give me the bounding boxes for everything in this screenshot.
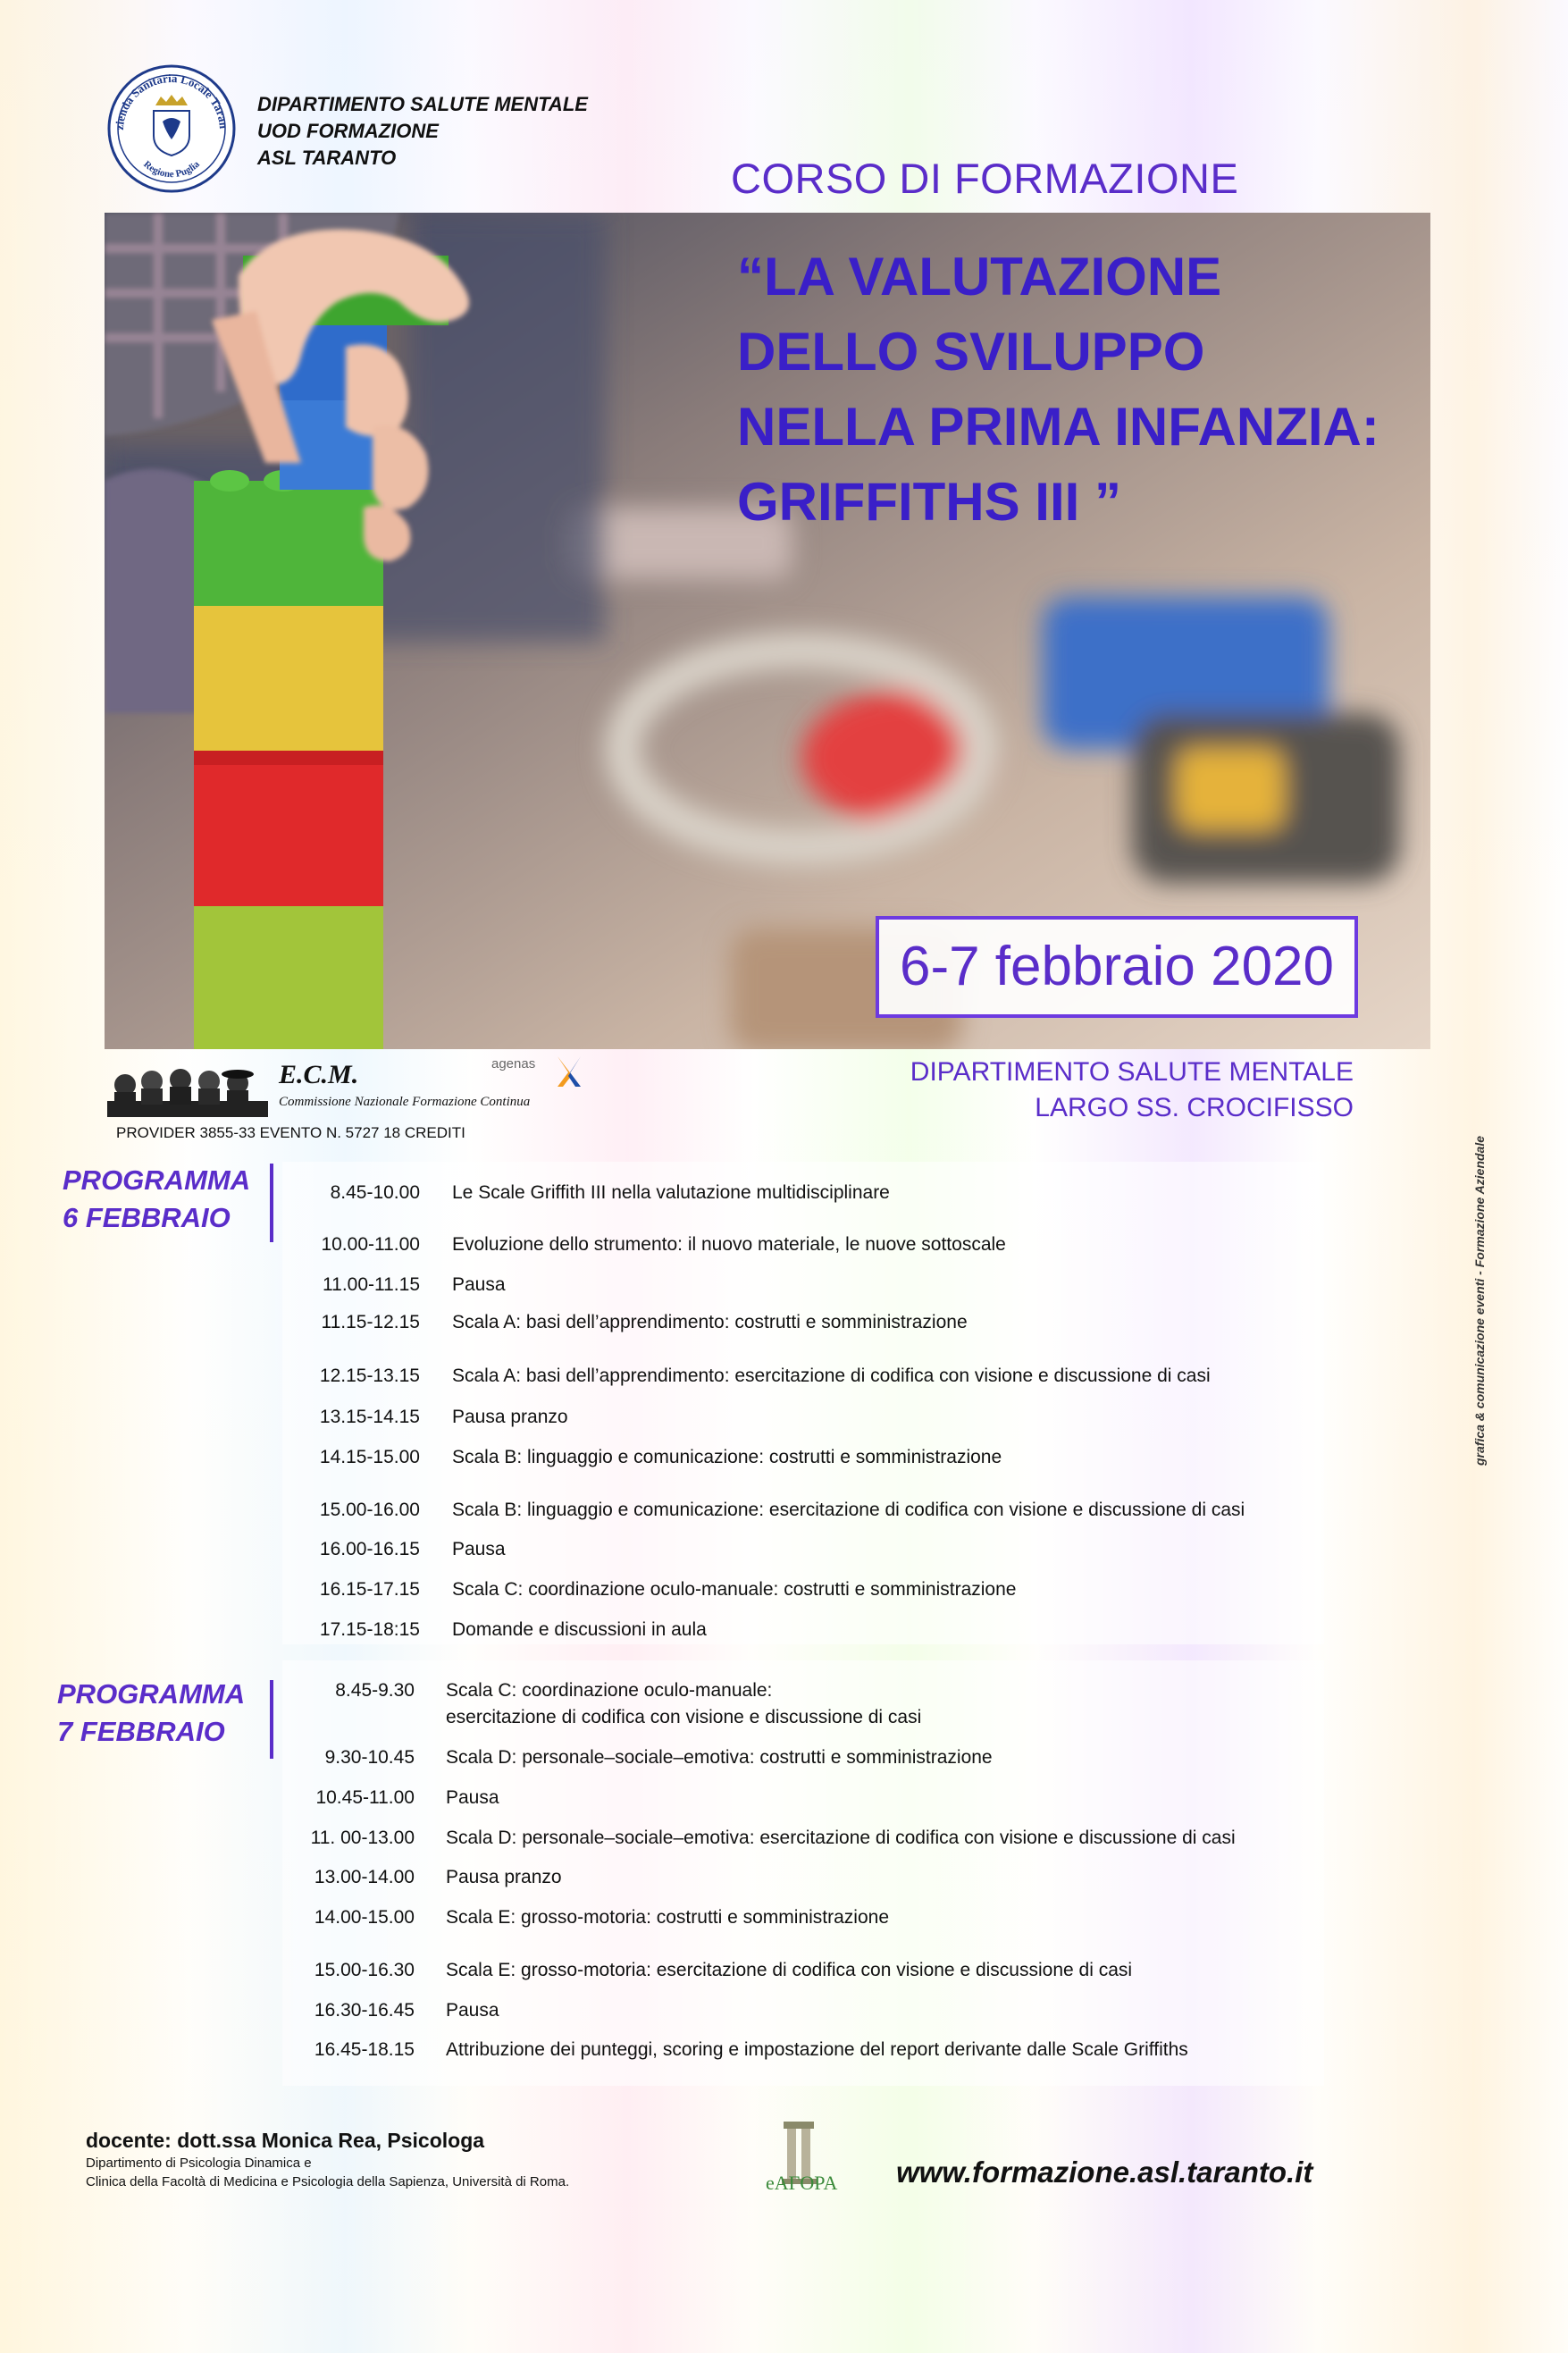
program-time: 17.15-18:15 [319,1619,420,1640]
program-text: Attribuzione dei punteggi, scoring e impostazione del report derivante dalle Scale Griffiths [446,2039,1188,2060]
program-text: Scala E: grosso-motoria: costrutti e somministrazione [446,1907,890,1928]
program-time: 10.00-11.00 [321,1234,420,1255]
program-time: 13.15-14.15 [319,1407,420,1427]
program-text: Scala B: linguaggio e comunicazione: esercitazione di codifica con visione e discussione di casi [452,1500,1245,1520]
course-date: 6-7 febbraio 2020 [876,916,1358,1018]
program-time: 11.15-12.15 [321,1312,420,1332]
logo-text-bottom: Regione Puglia [141,158,202,181]
program-text: Pausa pranzo [446,1867,562,1887]
program-text: Scala D: personale–sociale–emotiva: costrutti e somministrazione [446,1747,993,1768]
program-day2-label-line2: 7 FEBBRAIO [57,1716,225,1747]
program-text: Scala A: basi dell’apprendimento: costrutti e somministrazione [452,1312,968,1332]
program-time: 8.45-10.00 [330,1182,420,1203]
course-title [737,240,1379,540]
ecm-title: E.C.M. [279,1060,359,1089]
program-time: 16.30-16.45 [314,2000,415,2021]
asl-logo [105,63,238,195]
agenas-icon [554,1055,584,1088]
program-text: Pausa pranzo [452,1407,568,1427]
graphic-credit: grafica & comunicazione eventi - Formazione Aziendale [1472,1135,1487,1466]
title-line-3: NELLA PRIMA INFANZIA: [737,397,1379,457]
program-text: Domande e discussioni in aula [452,1619,707,1640]
program-text: Scala B: linguaggio e comunicazione: costrutti e somministrazione [452,1447,1002,1467]
program-time: 9.30-10.45 [324,1747,415,1768]
ecm-subtitle: Commissione Nazionale Formazione Continua [279,1095,531,1109]
title-line-4: GRIFFITHS III ” [737,472,1121,532]
program-time: 10.45-11.00 [315,1787,415,1808]
venue [893,1055,1354,1126]
program-text: Evoluzione dello strumento: il nuovo materiale, le nuove sottoscale [452,1234,1006,1255]
program-day2-label [57,1676,245,1751]
program-text: Scala A: basi dell’apprendimento: esercitazione di codifica con visione e discussione di casi [452,1366,1211,1386]
dept-line-3: ASL TARANTO [257,147,397,169]
affiliation-line-2: Clinica della Facoltà di Medicina e Psicologia della Sapienza, Università di Roma. [86,2174,570,2189]
logo-text-top: zienda Sanitaria Locale Taran [112,71,231,130]
program-time: 14.00-15.00 [314,1907,415,1928]
program-time: 15.00-16.00 [319,1500,420,1520]
program-text: Scala C: coordinazione oculo-manuale: costrutti e somministrazione [452,1579,1017,1600]
program-day1-label [63,1162,250,1237]
program-time: 16.00-16.15 [319,1539,420,1559]
provider-info: PROVIDER 3855-33 EVENTO N. 5727 18 CREDITI [116,1124,465,1141]
website-link[interactable]: www.formazione.asl.taranto.it [896,2156,1313,2189]
program-text: Pausa [452,1539,506,1559]
venue-line-1: DIPARTIMENTO SALUTE MENTALE [910,1057,1354,1087]
program-text: Scala C: coordinazione oculo-manuale: [446,1680,773,1701]
teacher-affiliation [86,2154,569,2191]
program-text: esercitazione di codifica con visione e discussione di casi [446,1707,922,1727]
program-time: 14.15-15.00 [319,1447,420,1467]
program-time: 16.15-17.15 [319,1579,420,1600]
program-time: 13.00-14.00 [314,1867,415,1887]
teacher-name: docente: dott.ssa Monica Rea, Psicologa [86,2129,485,2152]
program-time: 15.00-16.30 [314,1960,415,1980]
eagora-text: eΑΓΟΡΑ [766,2172,838,2194]
eagora-logo [764,2118,889,2194]
department-header [257,91,588,172]
program-text: Pausa [446,2000,499,2021]
program-text: Scala E: grosso-motoria: esercitazione di codifica con visione e discussione di casi [446,1960,1133,1980]
program-time: 8.45-9.30 [335,1680,415,1701]
agenas-label: agenas [491,1056,536,1071]
title-line-1: “LA VALUTAZIONE [737,247,1222,307]
program-day2-label-line1: PROGRAMMA [57,1678,246,1710]
dept-line-1: DIPARTIMENTO SALUTE MENTALE [257,93,588,115]
program-time: 11.00-11.15 [323,1274,420,1295]
program-text: Pausa [446,1787,499,1808]
ecm-logo-image [107,1062,268,1117]
affiliation-line-1: Dipartimento di Psicologia Dinamica e [86,2156,312,2171]
venue-line-2: LARGO SS. CROCIFISSO [1035,1093,1354,1122]
title-line-2: DELLO SVILUPPO [737,322,1205,382]
program-time: 11. 00-13.00 [310,1828,415,1848]
program-day1-label-line2: 6 FEBBRAIO [63,1202,231,1233]
course-label: CORSO DI FORMAZIONE [731,155,1239,202]
program-text: Le Scale Griffith III nella valutazione multidisciplinare [452,1182,890,1203]
program-time: 12.15-13.15 [319,1366,420,1386]
program-text: Scala D: personale–sociale–emotiva: esercitazione di codifica con visione e discussione di casi [446,1828,1236,1848]
dept-line-2: UOD FORMAZIONE [257,120,439,142]
program-time: 16.45-18.15 [314,2039,415,2060]
program-text: Pausa [452,1274,506,1295]
program-day1-label-line1: PROGRAMMA [63,1164,251,1196]
